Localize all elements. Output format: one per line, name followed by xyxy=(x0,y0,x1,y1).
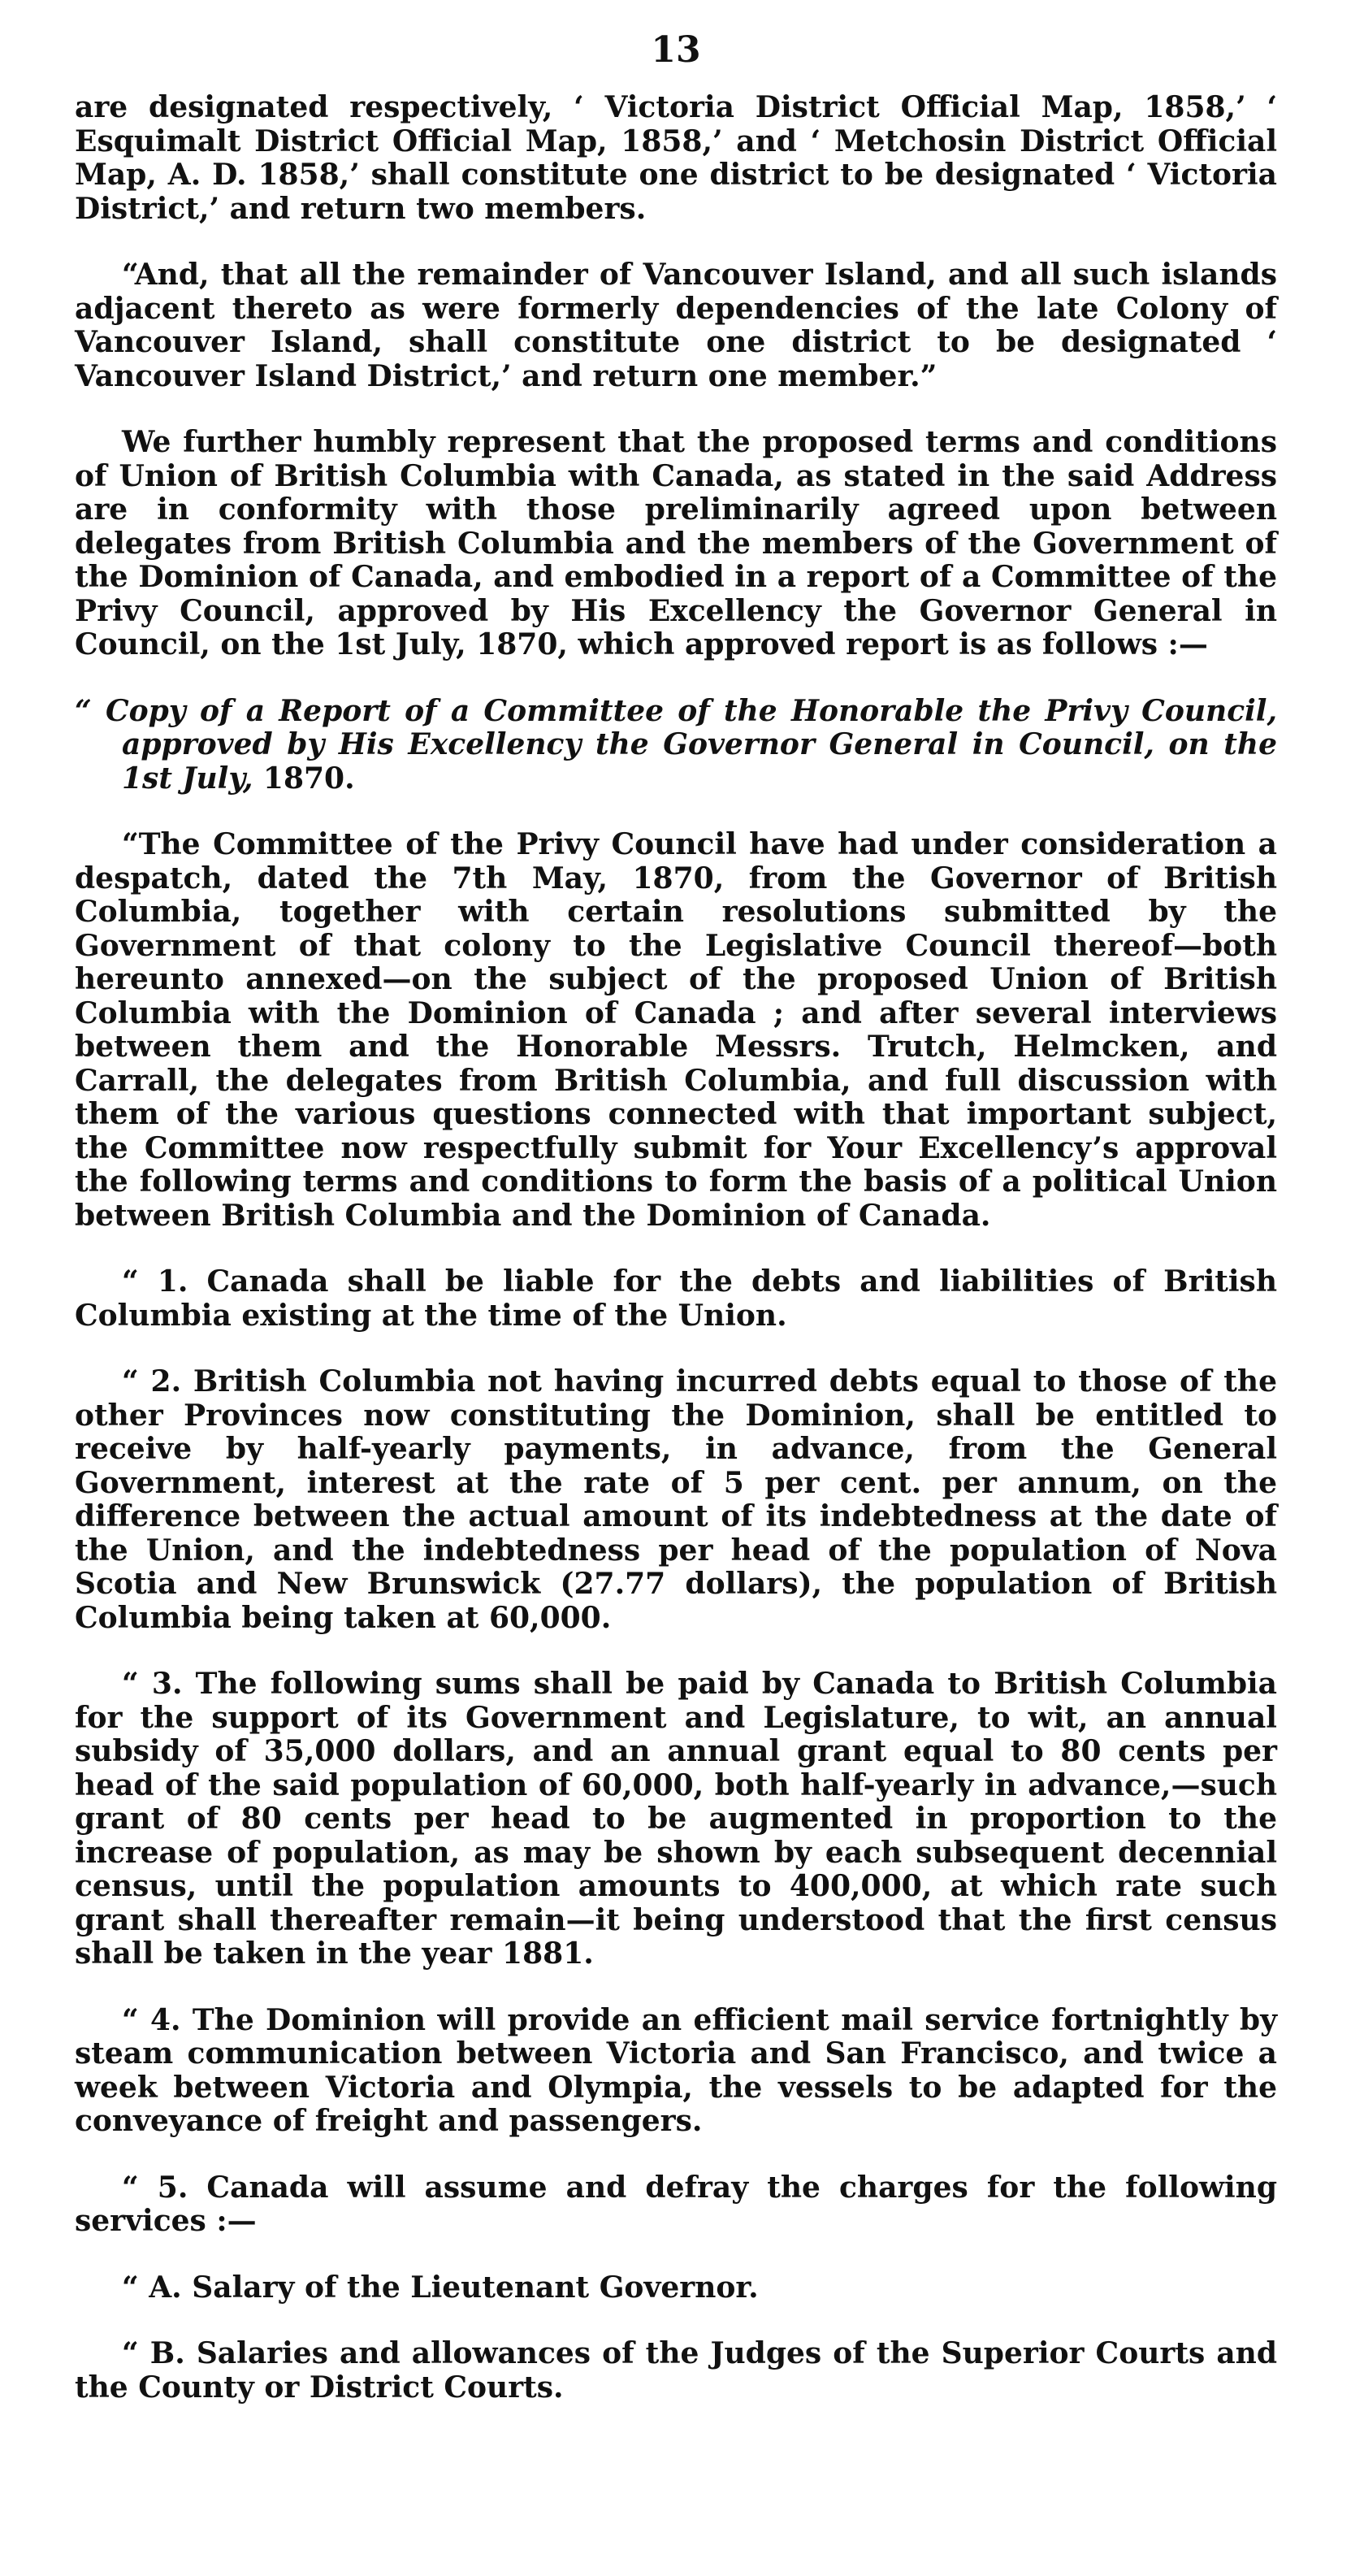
term-5-a: “ A. Salary of the Lieutenant Governor. xyxy=(122,2270,759,2305)
term-5: “ 5. Canada will assume and defray the charges for the following services :— xyxy=(75,2170,1277,2238)
paragraph-vancouver-island-district: “And, that all the remainder of Vancouver Island, and all such islands adjacent thereto as were formerly dependencies of the late Colony of Vancouver Island, shall constitute one district to be designated ‘ Vancouver Island District,’ and return one member.” xyxy=(75,258,1277,393)
report-heading-italic: “ Copy of a Report of a Committee of the Honorable the Privy Council, approved by His Excellency the Governor General in Council, on the 1st July, xyxy=(75,693,1277,796)
term-3: “ 3. The following sums shall be paid by Canada to British Columbia for the support of its Government and Legislature, to wit, an annual subsidy of 35,000 dollars, and an annual grant equal to 80 cents per head of the said population of 60,000, both half-yearly in advance,—such grant of 80 cents per head to be augmented in proportion to the increase of population, as may be shown by each subsequent decennial census, until the population amounts to 400,000, at which rate such grant shall thereafter remain—it being understood that the first census shall be taken in the year 1881. xyxy=(75,1667,1277,1971)
term-2: “ 2. British Columbia not having incurred debts equal to those of the other Provinces now constituting the Dominion, shall be entitled to receive by half-yearly payments, in advance, from the General Government, interest at the rate of 5 per cent. per annum, on the difference between the actual amount of its indebtedness at the date of the Union, and the indebtedness per head of the population of Nova Scotia and New Brunswick (27.77 dollars), the population of British Columbia being taken at 60,000. xyxy=(75,1364,1277,1635)
term-4: “ 4. The Dominion will provide an efficient mail service fortnightly by steam communication between Victoria and San Francisco, and twice a week between Victoria and Olympia, the vessels to be adapted for the conveyance of freight and passengers. xyxy=(75,2002,1277,2138)
paragraph-victoria-district: are designated respectively, ‘ Victoria District Official Map, 1858,’ ‘ Esquimalt District Official Map, 1858,’ and ‘ Metchosin District Official Map, A. D. 1858,’ shall constitute one district to be designated ‘ Victoria District,’ and return two members. xyxy=(75,90,1277,226)
page-number: 13 xyxy=(651,29,701,71)
document-page xyxy=(75,29,1277,2437)
paragraph-terms-of-union: We further humbly represent that the proposed terms and conditions of Union of British Columbia with Canada, as stated in the said Address are in conformity with those preliminarily agreed upon between delegates from British Columbia and the members of the Government of the Dominion of Canada, and embodied in a report of a Committee of the Privy Council, approved by His Excellency the Governor General in Council, on the 1st July, 1870, which approved report is as follows :— xyxy=(75,425,1277,661)
term-1: “ 1. Canada shall be liable for the debts and liabilities of British Columbia existing at the time of the Union. xyxy=(75,1264,1277,1333)
report-heading-year: 1870. xyxy=(253,761,355,796)
term-5-b: “ B. Salaries and allowances of the Judges of the Superior Courts and the County or District Courts. xyxy=(75,2336,1277,2405)
report-heading xyxy=(75,695,1277,796)
paragraph-committee-report: “The Committee of the Privy Council have had under consideration a despatch, dated the 7th May, 1870, from the Governor of British Columbia, together with certain resolutions submitted by the Government of that colony to the Legislative Council thereof—both hereunto annexed—on the subject of the proposed Union of British Columbia with the Dominion of Canada ; and after several interviews between them and the Honorable Messrs. Trutch, Helmcken, and Carrall, the delegates from British Columbia, and full discussion with them of the various questions connected with that important subject, the Committee now respectfully submit for Your Excellency’s approval the following terms and conditions to form the basis of a political Union between British Columbia and the Dominion of Canada. xyxy=(75,827,1277,1233)
